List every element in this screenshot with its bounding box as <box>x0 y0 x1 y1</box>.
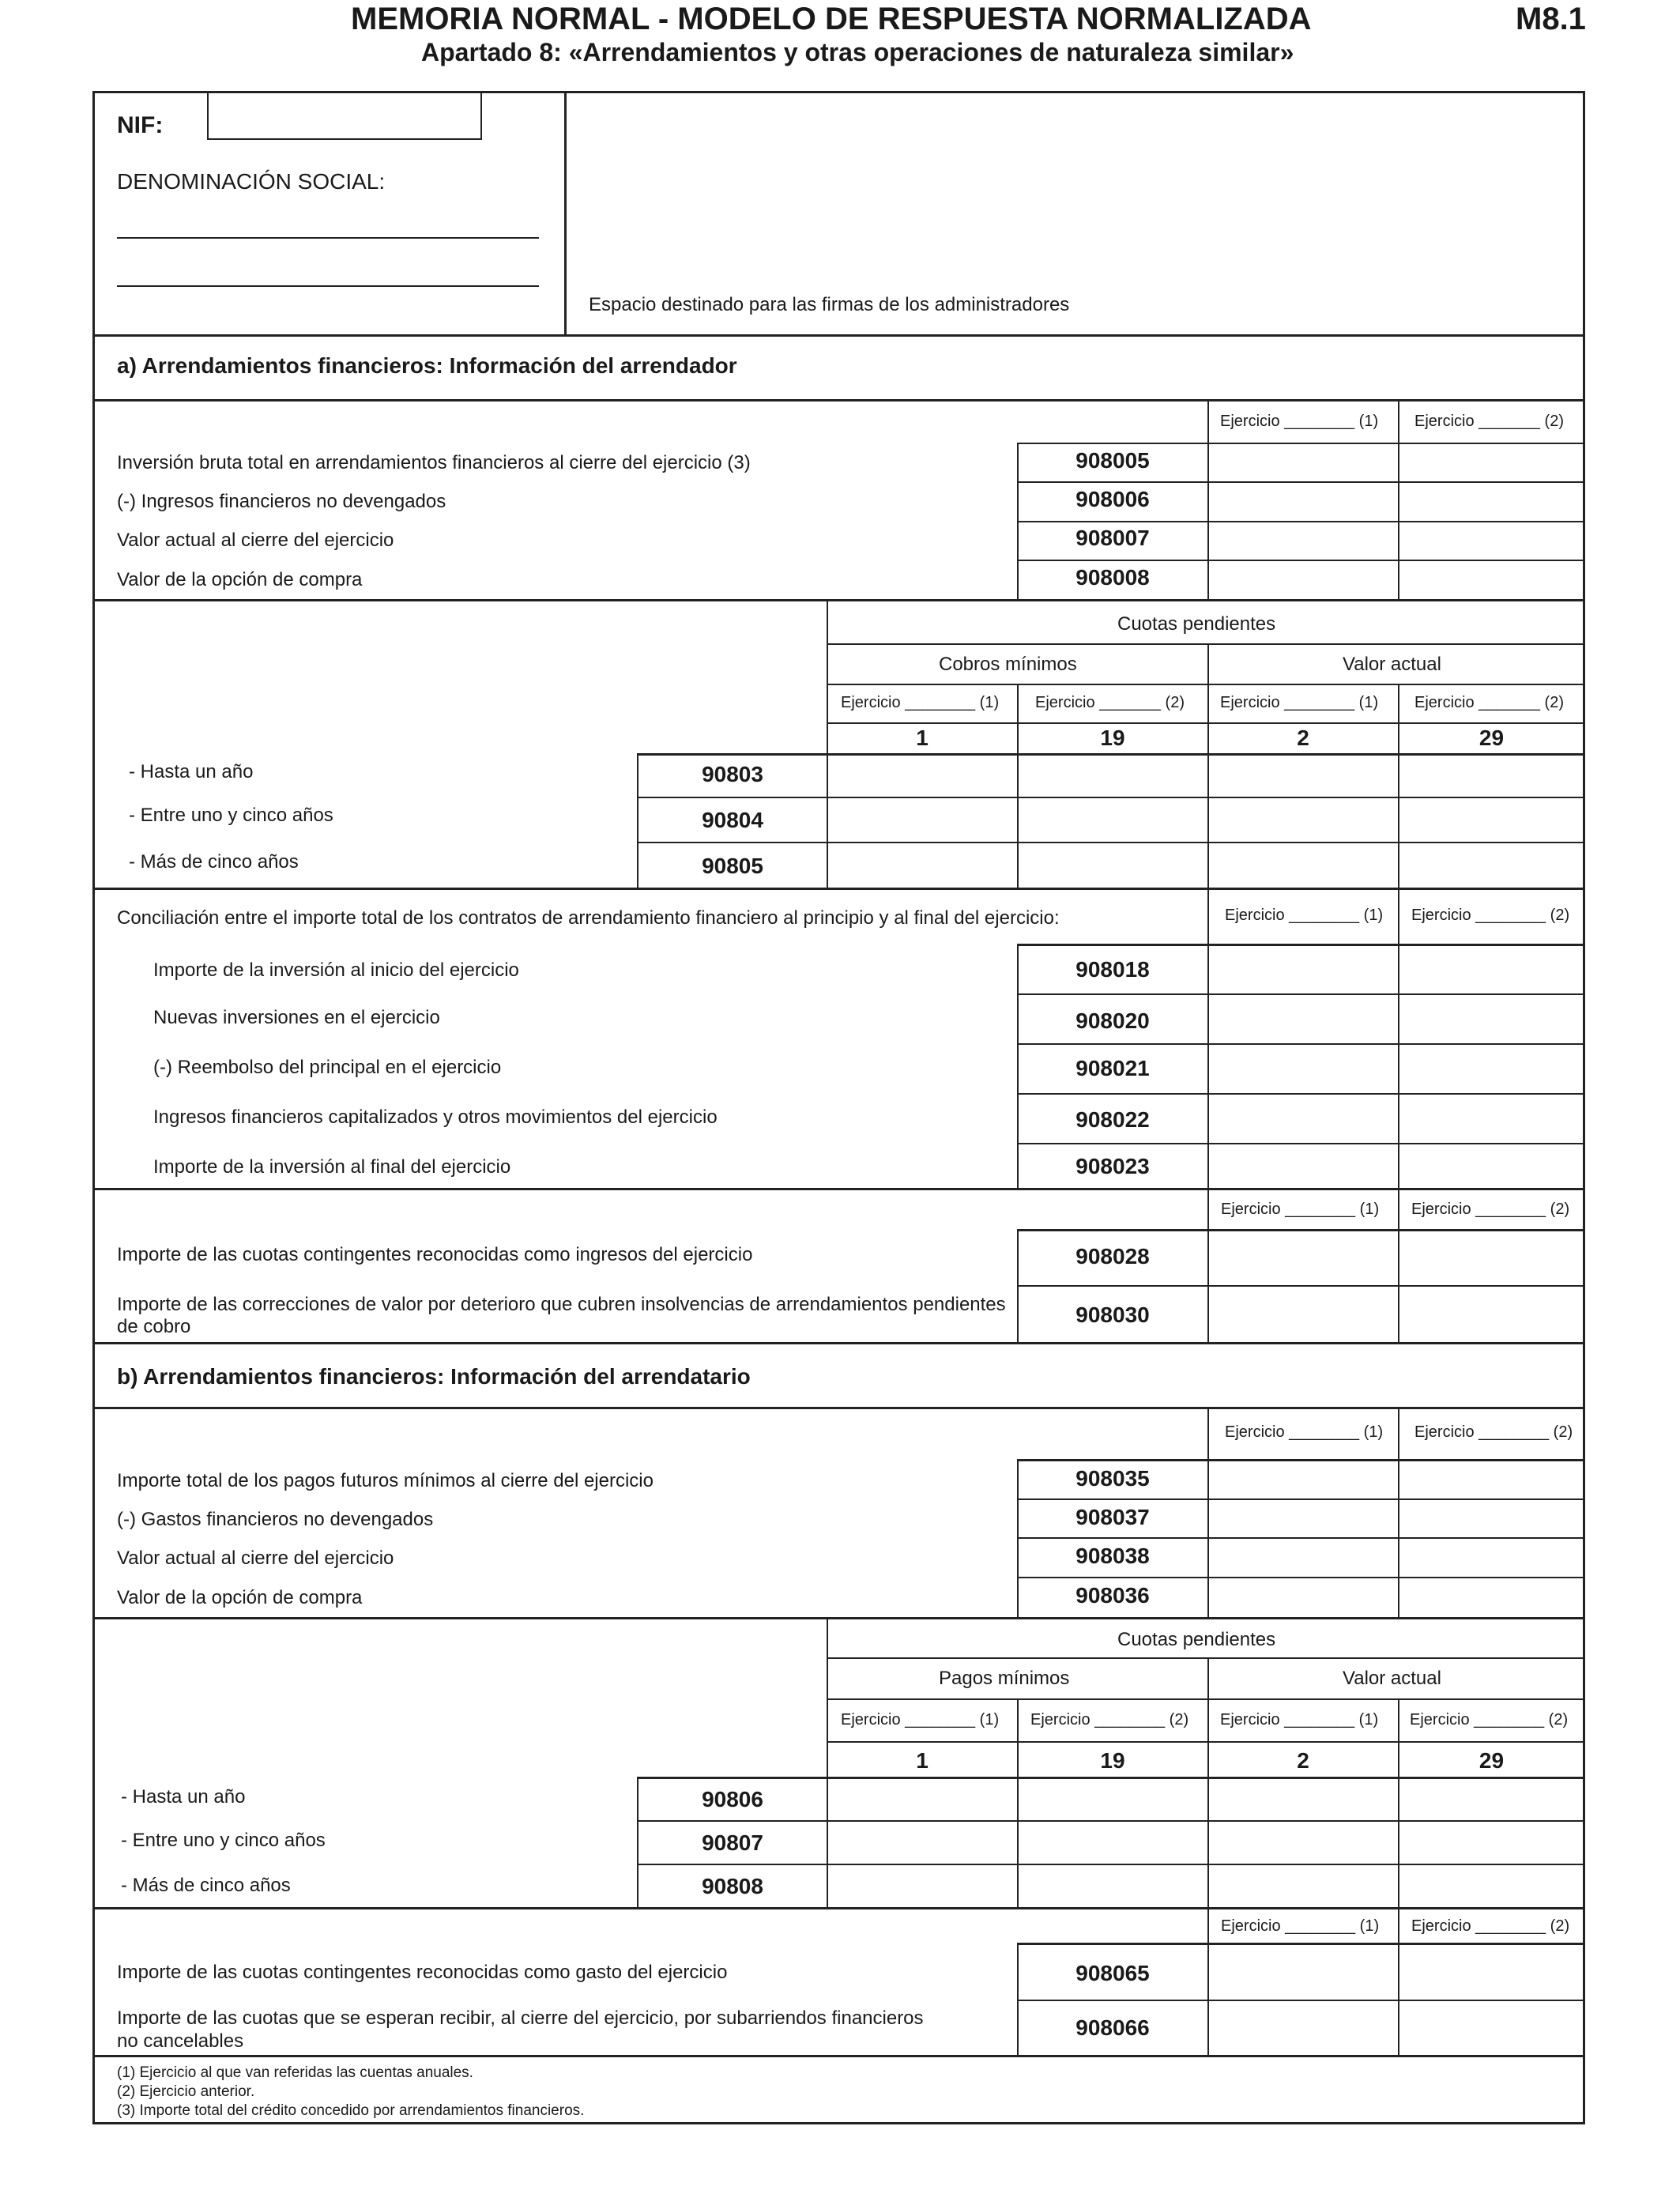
divider <box>92 1617 1585 1619</box>
conciliacion-label: Nuevas inversiones en el ejercicio <box>153 1007 440 1028</box>
value-cell[interactable] <box>1399 1231 1584 1284</box>
firmas-label: Espacio destinado para las firmas de los administradores <box>589 294 1070 315</box>
col-number: 19 <box>1100 1748 1125 1773</box>
plazo-code: 90807 <box>702 1830 763 1855</box>
plazo-label: - Hasta un año <box>129 761 254 782</box>
ejercicio-2-header: Ejercicio ________ (2) <box>1411 907 1570 924</box>
conciliacion-code: 908020 <box>1075 1008 1150 1033</box>
value-cell[interactable] <box>1399 561 1584 598</box>
ejercicio-2-header: Ejercicio ________ (2) <box>1410 1711 1569 1728</box>
valor-actual-label: Valor actual <box>1343 654 1441 675</box>
value-cell[interactable] <box>1019 1865 1207 1906</box>
section-b-title: b) Arrendamientos financieros: Información del arrendatario <box>117 1364 751 1389</box>
divider <box>92 399 1585 401</box>
plazo-code: 90808 <box>702 1874 763 1898</box>
value-cell[interactable] <box>1399 1144 1584 1187</box>
value-cell[interactable] <box>828 798 1016 841</box>
row-label: Valor actual al cierre del ejercicio <box>117 1547 394 1569</box>
value-cell[interactable] <box>1399 1865 1584 1906</box>
value-cell[interactable] <box>1209 798 1397 841</box>
ejercicio-2-header: Ejercicio _______ (2) <box>1414 413 1564 430</box>
ejercicio-2-header: Ejercicio ________ (2) <box>1414 1423 1573 1441</box>
divider <box>827 722 1585 724</box>
value-cell[interactable] <box>1399 1461 1584 1498</box>
conciliacion-code: 908018 <box>1075 957 1150 982</box>
value-cell[interactable] <box>1399 1287 1584 1340</box>
divider <box>92 1342 1585 1344</box>
value-cell[interactable] <box>1209 1865 1397 1906</box>
conciliacion-code: 908021 <box>1075 1056 1150 1080</box>
correcciones-label: de cobro <box>117 1316 191 1337</box>
value-cell[interactable] <box>1209 483 1397 519</box>
ejercicio-2-header: Ejercicio _______ (2) <box>1035 694 1185 711</box>
value-cell[interactable] <box>1209 561 1397 598</box>
divider <box>827 1698 1585 1700</box>
value-cell[interactable] <box>1209 2001 1397 2054</box>
row-label: Inversión bruta total en arrendamientos financieros al cierre del ejercicio (3) <box>117 452 751 473</box>
value-cell[interactable] <box>1399 995 1584 1042</box>
ejercicio-1-header: Ejercicio ________ (1) <box>841 694 1000 711</box>
value-cell[interactable] <box>1209 1945 1397 1999</box>
ejercicio-2-header: Ejercicio ________ (2) <box>1411 1201 1570 1218</box>
value-cell[interactable] <box>1019 1822 1207 1863</box>
value-cell[interactable] <box>1399 1539 1584 1576</box>
row-label: Valor de la opción de compra <box>117 1587 363 1608</box>
gasto-label: Importe de las cuotas contingentes reconocidas como gasto del ejercicio <box>117 1962 728 1983</box>
value-cell[interactable] <box>1209 843 1397 886</box>
value-cell[interactable] <box>1209 1778 1397 1819</box>
conciliacion-label: Importe de la inversión al inicio del ejercicio <box>153 959 519 981</box>
nif-input[interactable] <box>207 91 482 140</box>
value-cell[interactable] <box>1399 946 1584 993</box>
row-code: 908007 <box>1075 526 1150 550</box>
form-code: M8.1 <box>1516 2 1586 36</box>
col-number: 2 <box>1297 1748 1309 1773</box>
plazo-code: 90803 <box>702 762 763 786</box>
value-cell[interactable] <box>1209 755 1397 796</box>
correcciones-label: Importe de las correcciones de valor por deterioro que cubren insolvencias de arrendamientos pendientes <box>117 1294 1006 1315</box>
conciliacion-label: (-) Reembolso del principal en el ejercicio <box>153 1057 502 1078</box>
value-cell[interactable] <box>828 1778 1016 1819</box>
footnote: (3) Importe total del crédito concedido por arrendamientos financieros. <box>117 2102 585 2119</box>
conciliacion-label: Importe de la inversión al final del ejercicio <box>153 1156 511 1178</box>
valor-actual-label: Valor actual <box>1343 1668 1441 1689</box>
cobros-label: Cobros mínimos <box>939 654 1077 675</box>
value-cell[interactable] <box>1209 995 1397 1042</box>
divider <box>827 1657 1585 1659</box>
row-label: Valor actual al cierre del ejercicio <box>117 530 394 551</box>
ejercicio-1-header: Ejercicio ________ (1) <box>1220 694 1379 711</box>
plazo-code: 90806 <box>702 1787 763 1811</box>
value-cell[interactable] <box>1019 755 1207 796</box>
value-cell[interactable] <box>1399 1822 1584 1863</box>
id-divider <box>564 91 567 334</box>
footnote: (1) Ejercicio al que van referidas las cuentas anuales. <box>117 2064 473 2081</box>
row-code: 908006 <box>1075 487 1150 511</box>
value-cell[interactable] <box>1209 1287 1397 1340</box>
value-cell[interactable] <box>828 843 1016 886</box>
row-label: Importe total de los pagos futuros mínimos al cierre del ejercicio <box>117 1470 654 1491</box>
subarriendos-label: no cancelables <box>117 2030 244 2052</box>
divider <box>92 599 1585 601</box>
cuotas-title: Cuotas pendientes <box>1117 1629 1276 1650</box>
divider <box>92 1407 1585 1409</box>
gasto-code: 908065 <box>1075 1961 1150 1985</box>
value-cell[interactable] <box>1209 1045 1397 1092</box>
ejercicio-1-header: Ejercicio ________ (1) <box>841 1711 1000 1728</box>
denominacion-label: DENOMINACIÓN SOCIAL: <box>117 169 386 194</box>
ejercicio-1-header: Ejercicio ________ (1) <box>1220 1711 1379 1728</box>
value-cell[interactable] <box>1209 1461 1397 1498</box>
row-label: (-) Gastos financieros no devengados <box>117 1509 434 1530</box>
ejercicio-2-header: Ejercicio _______ (2) <box>1414 694 1564 711</box>
value-cell[interactable] <box>1399 755 1584 796</box>
value-cell[interactable] <box>1209 1822 1397 1863</box>
row-label: Valor de la opción de compra <box>117 569 363 590</box>
col-number: 1 <box>916 1748 929 1773</box>
col-number: 19 <box>1100 726 1125 750</box>
value-cell[interactable] <box>1019 798 1207 841</box>
value-cell[interactable] <box>1399 483 1584 519</box>
divider <box>92 1188 1585 1190</box>
ejercicio-2-header: Ejercicio ________ (2) <box>1411 1917 1570 1935</box>
value-cell[interactable] <box>1209 1578 1397 1615</box>
ejercicio-2-header: Ejercicio ________ (2) <box>1030 1711 1189 1728</box>
row-code: 908036 <box>1075 1583 1150 1608</box>
plazo-code: 90804 <box>702 808 763 832</box>
value-cell[interactable] <box>1209 1539 1397 1576</box>
nif-label: NIF: <box>117 112 164 138</box>
value-cell[interactable] <box>828 1822 1016 1863</box>
col-number: 1 <box>916 726 929 750</box>
correcciones-code: 908030 <box>1075 1302 1150 1327</box>
conciliacion-title: Conciliación entre el importe total de los contratos de arrendamiento financiero al principio y al final del ejercicio: <box>117 907 1060 929</box>
contingentes-label: Importe de las cuotas contingentes reconocidas como ingresos del ejercicio <box>117 1244 753 1265</box>
value-cell[interactable] <box>1209 1144 1397 1187</box>
row-code: 908037 <box>1075 1505 1150 1529</box>
conciliacion-label: Ingresos financieros capitalizados y otros movimientos del ejercicio <box>153 1106 718 1128</box>
value-cell[interactable] <box>1399 1500 1584 1536</box>
value-cell[interactable] <box>1209 946 1397 993</box>
value-cell[interactable] <box>828 755 1016 796</box>
denominacion-input-1[interactable] <box>117 213 539 239</box>
col-number: 29 <box>1478 726 1505 750</box>
value-cell[interactable] <box>1209 444 1397 481</box>
plazo-label: - Hasta un año <box>121 1786 246 1808</box>
value-cell[interactable] <box>1399 1045 1584 1092</box>
cuotas-title: Cuotas pendientes <box>1117 613 1276 635</box>
conciliacion-code: 908022 <box>1075 1107 1150 1132</box>
value-cell[interactable] <box>1019 843 1207 886</box>
ejercicio-1-header: Ejercicio ________ (1) <box>1220 413 1379 430</box>
value-cell[interactable] <box>1399 444 1584 481</box>
value-cell[interactable] <box>1209 1231 1397 1284</box>
page-subtitle: Apartado 8: «Arrendamientos y otras operaciones de naturaleza similar» <box>421 38 1294 66</box>
value-cell[interactable] <box>1399 843 1584 886</box>
ejercicio-1-header: Ejercicio ________ (1) <box>1225 1423 1384 1441</box>
value-cell[interactable] <box>1399 2001 1584 2054</box>
divider <box>827 643 1585 645</box>
value-cell[interactable] <box>1399 1095 1584 1142</box>
value-cell[interactable] <box>828 1865 1016 1906</box>
plazo-code: 90805 <box>702 854 763 878</box>
ejercicio-1-header: Ejercicio ________ (1) <box>1225 907 1384 924</box>
divider <box>827 684 1585 685</box>
divider <box>827 1741 1585 1743</box>
value-cell[interactable] <box>1399 798 1584 841</box>
divider <box>92 2055 1585 2057</box>
plazo-label: - Entre uno y cinco años <box>129 805 333 826</box>
plazo-label: - Más de cinco años <box>121 1875 291 1896</box>
row-label: (-) Ingresos financieros no devengados <box>117 491 446 512</box>
divider <box>92 1907 1585 1909</box>
page-title: MEMORIA NORMAL - MODELO DE RESPUESTA NORMALIZADA <box>351 2 1312 36</box>
divider <box>92 334 1585 337</box>
contingentes-code: 908028 <box>1075 1244 1150 1269</box>
row-code: 908035 <box>1075 1466 1150 1491</box>
value-cell[interactable] <box>1209 522 1397 559</box>
value-cell[interactable] <box>1019 1778 1207 1819</box>
denominacion-input-2[interactable] <box>117 262 539 287</box>
footnote: (2) Ejercicio anterior. <box>117 2083 255 2100</box>
ejercicio-1-header: Ejercicio ________ (1) <box>1221 1917 1380 1935</box>
value-cell[interactable] <box>1399 522 1584 559</box>
ejercicio-1-header: Ejercicio ________ (1) <box>1221 1201 1380 1218</box>
pagos-label: Pagos mínimos <box>939 1668 1070 1689</box>
divider <box>92 888 1585 890</box>
plazo-label: - Más de cinco años <box>129 851 299 873</box>
col-number: 29 <box>1478 1748 1505 1773</box>
row-code: 908038 <box>1075 1544 1150 1568</box>
plazo-label: - Entre uno y cinco años <box>121 1830 326 1851</box>
conciliacion-code: 908023 <box>1075 1154 1150 1178</box>
col-number: 2 <box>1297 726 1309 750</box>
value-cell[interactable] <box>1209 1500 1397 1536</box>
value-cell[interactable] <box>1399 1778 1584 1819</box>
section-a-title: a) Arrendamientos financieros: Información del arrendador <box>117 353 737 378</box>
value-cell[interactable] <box>1399 1578 1584 1615</box>
value-cell[interactable] <box>1399 1945 1584 1999</box>
row-code: 908008 <box>1075 565 1150 590</box>
subarriendos-code: 908066 <box>1075 2015 1150 2040</box>
subarriendos-label: Importe de las cuotas que se esperan recibir, al cierre del ejercicio, por subarriendos financieros <box>117 2007 924 2029</box>
row-code: 908005 <box>1075 448 1150 473</box>
value-cell[interactable] <box>1209 1095 1397 1142</box>
